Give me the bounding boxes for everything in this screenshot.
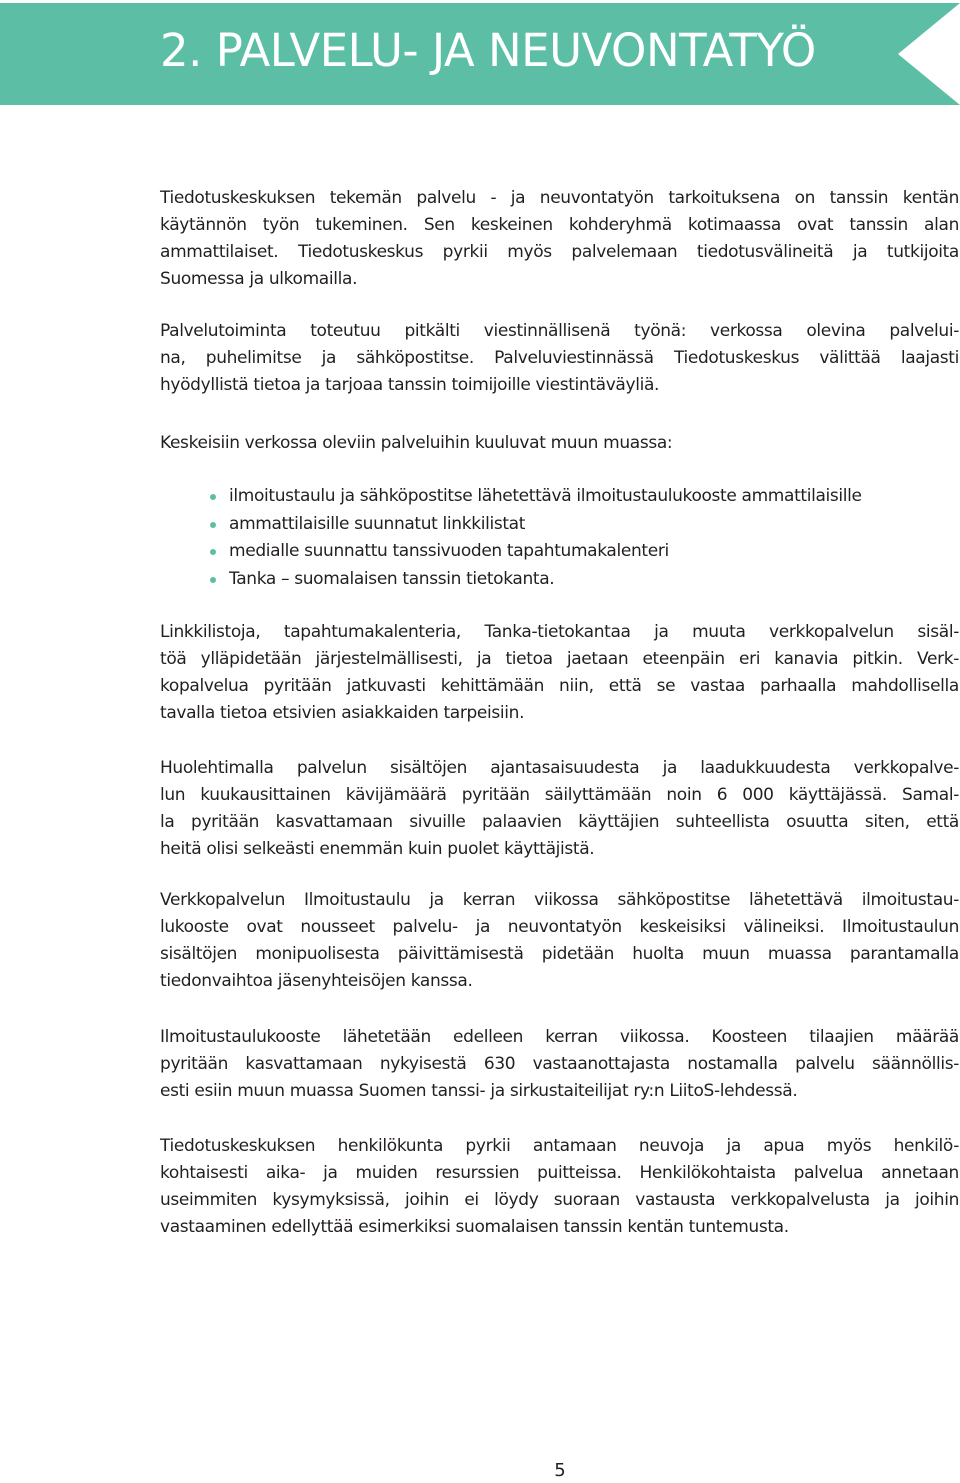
paragraph-digest [160,1024,959,1105]
text-line: Verkkopalvelun Ilmoitustaulu ja kerran viikossa sähköpostitse lähetettävä ilmoitustau- [160,890,959,910]
text-line: hyödyllistä tietoa ja tarjoaa tanssin toimijoille viestintäväyliä. [160,375,660,395]
bullet-icon [210,549,216,555]
text-line: lukooste ovat nousseet palvelu- ja neuvontatyön keskeisiksi välineiksi. Ilmoitustaulun [160,917,959,937]
bullet-icon [210,522,216,528]
list-item [210,511,862,539]
text-line: Linkkilistoja, tapahtumakalenteria, Tanka-tietokantaa ja muuta verkkopalvelun sisäl- [160,622,959,642]
text-line: kohtaisesti aika- ja muiden resurssien puitteissa. Henkilökohtaista palvelua annetaan [160,1163,959,1183]
text-line: pyritään kasvattamaan nykyisestä 630 vastaanottajasta nostamalla palvelu säännöllis- [160,1054,959,1074]
services-list [210,483,862,593]
text-line: useimmiten kysymyksissä, joihin ei löydy suoraan vastausta verkkopalvelusta ja joihin [160,1190,959,1210]
text-line: tiedonvaihtoa jäsenyhteisöjen kanssa. [160,971,473,991]
text-line: vastaaminen edellyttää esimerkiksi suomalaisen tanssin kentän tuntemusta. [160,1217,789,1237]
text-line: la pyritään kasvattamaan sivuille palaavien käyttäjien suhteellista osuutta siten, että [160,812,959,832]
paragraph-visitors [160,755,959,863]
paragraph-intro [160,185,959,293]
page-number: 5 [554,1460,566,1481]
list-item-text: medialle suunnattu tanssivuoden tapahtumakalenteri [229,541,669,561]
text-line: esti esiin muun muassa Suomen tanssi- ja sirkustaiteilijat ry:n LiitoS-lehdessä. [160,1081,798,1101]
list-item [210,538,862,566]
list-item-text: ilmoitustaulu ja sähköpostitse lähetettävä ilmoitustaulukooste ammattilaisille [229,486,862,506]
text-line: ammattilaiset. Tiedotuskeskus pyrkii myös palvelemaan tiedotusvälineitä ja tutkijoita [160,242,959,262]
paragraph-personal-service [160,1133,959,1241]
text-line: tavalla tietoa etsivien asiakkaiden tarpeisiin. [160,703,525,723]
text-line: Huolehtimalla palvelun sisältöjen ajantasaisuudesta ja laadukkuudesta verkkopalve- [160,758,959,778]
text-line: kopalvelua pyritään jatkuvasti kehittämään niin, että se vastaa parhaalla mahdollisella [160,676,959,696]
text-line: na, puhelimitse ja sähköpostitse. Palveluviestinnässä Tiedotuskeskus välittää laajasti [160,348,959,368]
text-line: Tiedotuskeskuksen henkilökunta pyrkii antamaan neuvoja ja apua myös henkilö- [160,1136,959,1156]
text-line: Ilmoitustaulukooste lähetetään edelleen kerran viikossa. Koosteen tilaajien määrää [160,1027,959,1047]
text-line: Tiedotuskeskuksen tekemän palvelu - ja neuvontatyön tarkoituksena on tanssin kentän [160,188,959,208]
text-line: Keskeisiin verkossa oleviin palveluihin kuuluvat muun muassa: [160,433,673,453]
paragraph-noticeboard [160,887,959,995]
text-line: töä ylläpidetään järjestelmällisesti, ja tietoa jaetaan eteenpäin eri kanavia pitkin. Verk- [160,649,959,669]
text-line: Suomessa ja ulkomailla. [160,269,358,289]
text-line: lun kuukausittainen kävijämäärä pyritään säilyttämään noin 6 000 käyttäjässä. Samal- [160,785,959,805]
text-line: Palvelutoiminta toteutuu pitkälti viestinnällisenä työnä: verkossa olevina palvelui- [160,321,959,341]
text-line: käytännön työn tukeminen. Sen keskeinen kohderyhmä kotimaassa ovat tanssin alan [160,215,959,235]
bullet-icon [210,494,216,500]
paragraph-service [160,318,959,399]
list-item-text: Tanka – suomalaisen tanssin tietokanta. [229,568,555,589]
paragraph-list-intro [160,430,959,457]
chapter-title: 2. PALVELU- JA NEUVONTATYÖ [160,24,816,77]
text-line: sisältöjen monipuolisesta päivittämisestä pidetään huolta muun muassa parantamalla [160,944,959,964]
text-line: heitä olisi selkeästi enemmän kuin puolet käyttäjistä. [160,839,595,859]
list-item-text: ammattilaisille suunnatut linkkilistat [229,513,526,534]
paragraph-maintenance [160,619,959,727]
list-item [210,566,862,594]
list-item [210,483,862,511]
bullet-icon [210,577,216,583]
